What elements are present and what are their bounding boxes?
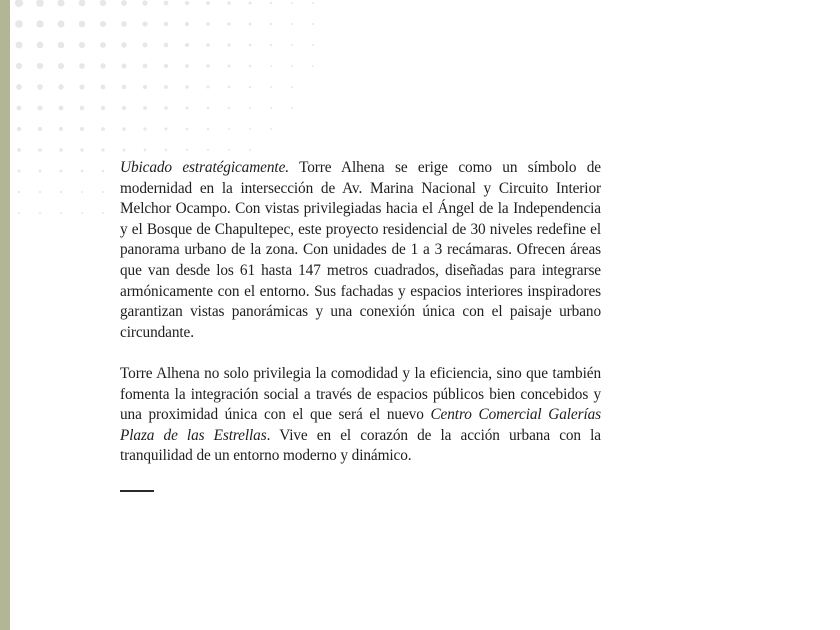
decorative-dot bbox=[58, 63, 64, 69]
decorative-dot bbox=[81, 170, 84, 173]
decorative-dot bbox=[122, 85, 127, 90]
decorative-dot bbox=[164, 1, 169, 6]
decorative-dot bbox=[102, 212, 104, 214]
decorative-dot bbox=[291, 2, 293, 4]
decorative-dot bbox=[270, 2, 272, 4]
decorative-dot bbox=[100, 42, 106, 48]
decorative-dot bbox=[58, 21, 65, 28]
decorative-dot bbox=[164, 85, 168, 89]
decorative-dot bbox=[57, 0, 64, 7]
decorative-dot bbox=[206, 22, 210, 26]
decorative-dot bbox=[249, 107, 251, 109]
decorative-dot bbox=[291, 44, 293, 46]
decorative-dot bbox=[122, 106, 126, 110]
decorative-dot bbox=[80, 106, 85, 111]
decorative-dot bbox=[249, 128, 251, 130]
decorative-dot bbox=[270, 44, 272, 46]
decorative-dot bbox=[143, 43, 148, 48]
decorative-dot bbox=[18, 212, 20, 214]
decorative-dot bbox=[291, 23, 293, 25]
decorative-dot bbox=[17, 127, 21, 131]
decorative-dot bbox=[228, 86, 231, 89]
decorative-dot bbox=[142, 0, 147, 5]
decorative-dot bbox=[291, 107, 293, 109]
decorative-dot bbox=[143, 106, 147, 110]
decorative-dot bbox=[81, 212, 83, 214]
decorative-dot bbox=[39, 212, 41, 214]
decorative-dot bbox=[38, 127, 42, 131]
decorative-dot bbox=[249, 86, 251, 88]
decorative-dot bbox=[121, 42, 126, 47]
decorative-dot bbox=[16, 84, 22, 90]
decorative-dot bbox=[101, 85, 106, 90]
decorative-dot bbox=[312, 2, 314, 4]
decorative-dot bbox=[143, 64, 148, 69]
paragraph-lead-italic: Ubicado estratégicamente. bbox=[120, 159, 289, 176]
decorative-dot bbox=[142, 21, 147, 26]
decorative-dot bbox=[18, 191, 20, 193]
decorative-dot bbox=[312, 65, 314, 67]
decorative-dot bbox=[227, 22, 230, 25]
decorative-dot bbox=[59, 148, 63, 152]
decorative-dot bbox=[164, 64, 168, 68]
decorative-dot bbox=[101, 127, 105, 131]
decorative-dot bbox=[37, 63, 43, 69]
decorative-dot bbox=[80, 148, 83, 151]
decorative-dot bbox=[249, 23, 252, 26]
decorative-dot bbox=[249, 65, 251, 67]
decorative-dot bbox=[291, 65, 293, 67]
decorative-dot bbox=[59, 106, 64, 111]
decorative-dot bbox=[291, 86, 293, 88]
decorative-dot bbox=[102, 170, 105, 173]
decorative-dot bbox=[38, 106, 43, 111]
paragraph-community-text-end: . Vive en el corazón de la acción urbana con la tranquilidad de un entorno moderno y dinámico. bbox=[120, 426, 601, 465]
decorative-dot bbox=[36, 20, 43, 27]
decorative-dot bbox=[18, 170, 21, 173]
decorative-dot bbox=[58, 42, 65, 49]
decorative-dot bbox=[270, 23, 272, 25]
decorative-dot bbox=[312, 23, 314, 25]
decorative-dot bbox=[270, 86, 272, 88]
decorative-dot bbox=[100, 63, 105, 68]
decorative-dot bbox=[206, 85, 209, 88]
decorative-dot bbox=[206, 64, 209, 67]
decorative-dot bbox=[164, 22, 169, 27]
decorative-dot bbox=[100, 0, 106, 6]
decorative-dot bbox=[270, 65, 272, 67]
decorative-dot bbox=[80, 127, 84, 131]
decorative-dot bbox=[312, 44, 314, 46]
decorative-dot bbox=[165, 149, 167, 151]
decorative-dot bbox=[38, 148, 42, 152]
decorative-dot bbox=[39, 170, 42, 173]
decorative-dot bbox=[60, 191, 62, 193]
decorative-dot bbox=[164, 43, 169, 48]
decorative-dot bbox=[122, 127, 126, 131]
decorative-dot bbox=[100, 21, 106, 27]
decorative-dot bbox=[15, 20, 23, 28]
decorative-dot bbox=[58, 84, 63, 89]
decorative-dot bbox=[206, 43, 210, 47]
decorative-dot bbox=[143, 85, 147, 89]
decorative-dot bbox=[227, 1, 230, 4]
decorative-dot bbox=[121, 63, 126, 68]
decorative-dot bbox=[79, 63, 85, 69]
decorative-dot bbox=[143, 127, 146, 130]
decorative-dot bbox=[121, 21, 127, 27]
decorative-dot bbox=[15, 0, 23, 7]
decorative-dot bbox=[228, 65, 231, 68]
paragraph-location bbox=[120, 158, 601, 343]
decorative-dot bbox=[165, 128, 168, 131]
decorative-dot bbox=[185, 64, 189, 68]
decorative-dot bbox=[206, 1, 210, 5]
decorative-dot bbox=[39, 191, 41, 193]
decorative-dot bbox=[270, 128, 272, 130]
decorative-dot bbox=[123, 149, 126, 152]
decorative-dot bbox=[164, 106, 167, 109]
decorative-dot bbox=[185, 22, 189, 26]
decorative-dot bbox=[207, 149, 209, 151]
decorative-dot bbox=[185, 1, 189, 5]
decorative-dot bbox=[101, 106, 105, 110]
paragraph-community-text-start: Torre Alhena no solo privilegia la comodidad y la eficiencia, sino que también fomenta la integración social a través de espacios públicos bien concebidos y una proximidad única con el que será el nuevo bbox=[120, 364, 601, 424]
decorative-dot bbox=[17, 148, 21, 152]
decorative-dot bbox=[81, 191, 83, 193]
paragraph-location-text: Torre Alhena se erige como un símbolo de modernidad en la intersección de Av. Marina Nacional y Circuito Interior Melchor Ocampo. Con vistas privilegiadas hacia el Ángel de la Independencia y el Bosque de Chapultepec, este proyecto residencial de 30 niveles redefine el panorama urbano de la zona. Con unidades de 1 a 3 recámaras. Ofrecen áreas que van desde los 61 hasta 147 metros cuadrados, diseñadas para integrarse armónicamente con el entorno. Sus fachadas y espacios interiores inspiradores garantizan vistas panorámicas y una conexión única con el paisaje urbano circundante. bbox=[120, 159, 601, 341]
paragraph-community bbox=[120, 364, 601, 467]
decorative-dot bbox=[249, 2, 252, 5]
decorative-dot bbox=[249, 44, 252, 47]
article-body bbox=[120, 158, 601, 467]
decorative-dot bbox=[37, 42, 44, 49]
decorative-dot bbox=[60, 170, 63, 173]
decorative-dot bbox=[228, 128, 230, 130]
decorative-dot bbox=[227, 43, 230, 46]
decorative-dot bbox=[185, 43, 189, 47]
decorative-dot bbox=[185, 106, 188, 109]
decorative-dot bbox=[60, 212, 62, 214]
accent-side-bar bbox=[0, 0, 10, 630]
decorative-dot bbox=[59, 127, 63, 131]
decorative-dot bbox=[270, 107, 272, 109]
decorative-dot bbox=[79, 0, 86, 6]
mall-name: Centro Comercial Galerías Plaza de las Estrellas bbox=[120, 406, 601, 444]
decorative-dot bbox=[16, 42, 23, 49]
decorative-dot bbox=[37, 84, 43, 90]
decorative-dot bbox=[228, 149, 230, 151]
section-divider bbox=[120, 490, 154, 492]
decorative-dot bbox=[101, 148, 104, 151]
decorative-dot bbox=[102, 191, 104, 193]
decorative-dot bbox=[186, 149, 188, 151]
decorative-dot bbox=[17, 106, 22, 111]
decorative-dot bbox=[79, 84, 84, 89]
decorative-dot bbox=[121, 0, 127, 6]
decorative-dot bbox=[186, 128, 189, 131]
decorative-dot bbox=[185, 85, 188, 88]
decorative-dot bbox=[36, 0, 44, 7]
decorative-dot bbox=[144, 149, 147, 152]
decorative-dot bbox=[79, 21, 86, 28]
decorative-dot bbox=[207, 107, 210, 110]
decorative-dot bbox=[16, 63, 22, 69]
decorative-dot bbox=[79, 42, 85, 48]
decorative-dot bbox=[249, 149, 251, 151]
decorative-dot bbox=[228, 107, 230, 109]
decorative-dot bbox=[207, 128, 209, 130]
